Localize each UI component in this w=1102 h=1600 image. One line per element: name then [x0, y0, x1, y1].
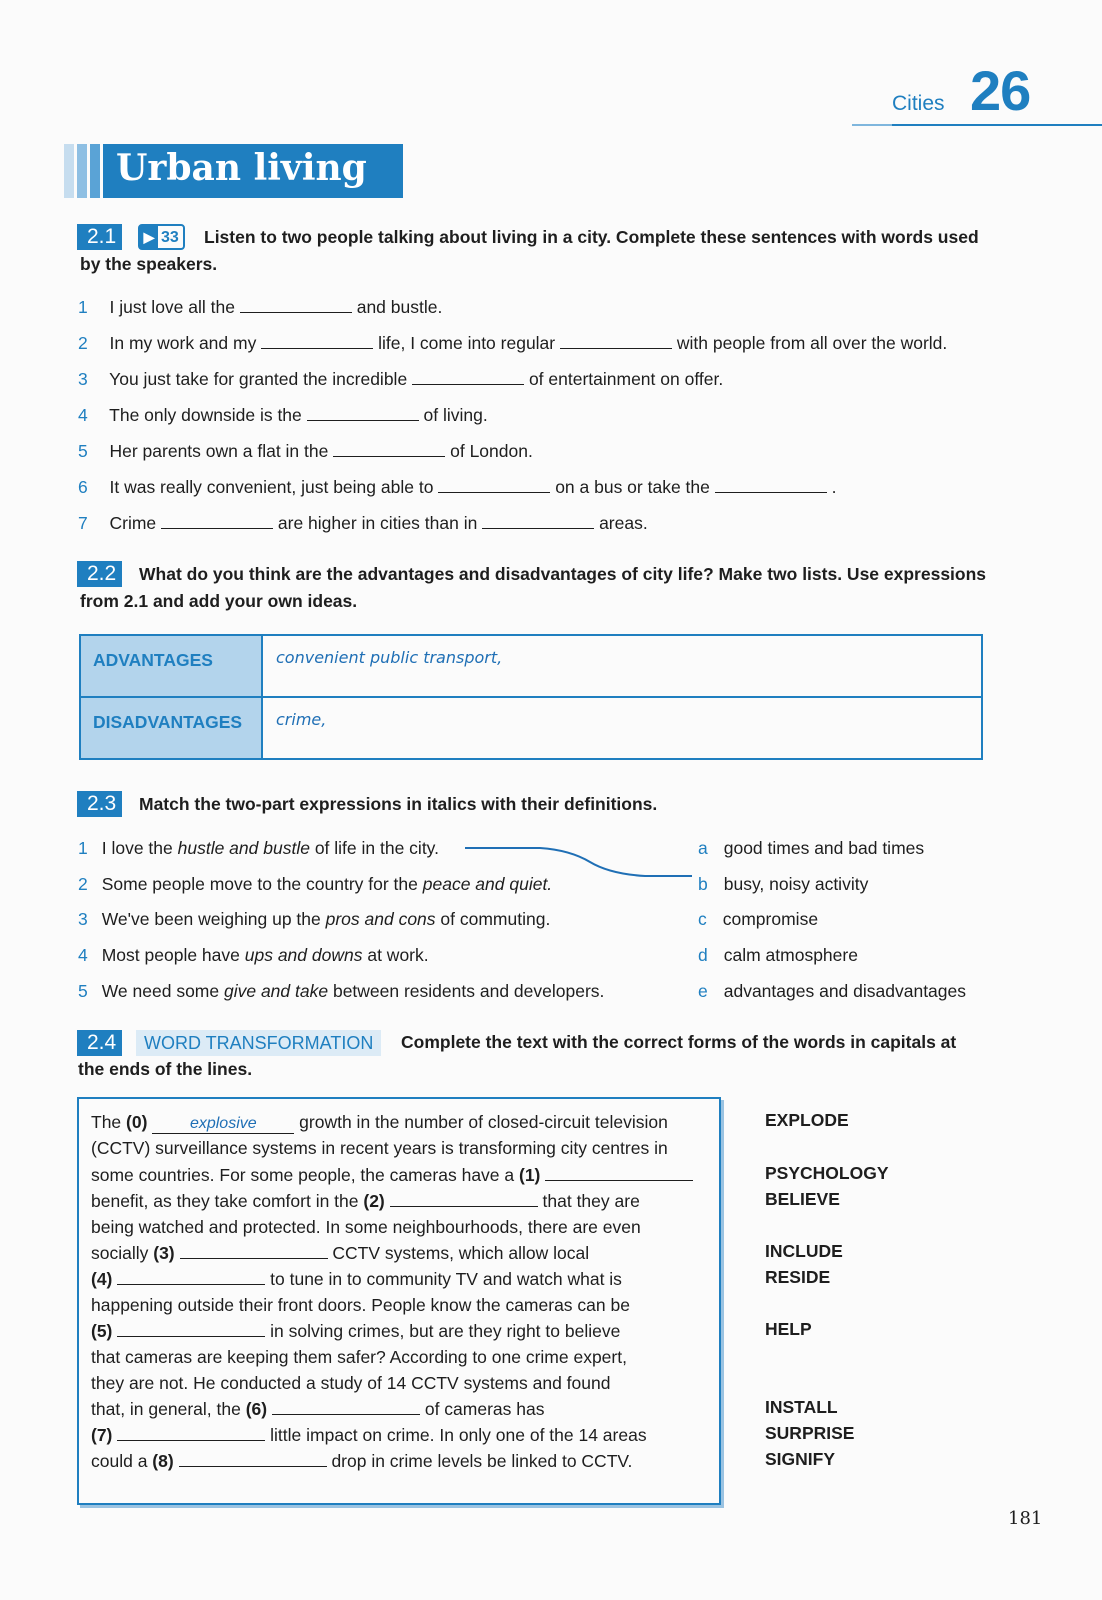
exercise-number: 2.2: [77, 561, 122, 587]
text-line: they are not. He conducted a study of 14 CCTV systems and found: [91, 1373, 611, 1393]
text-line: [91, 1165, 693, 1186]
item-text: Some people move to the country for the: [101, 874, 423, 894]
page-number: 181: [1008, 1508, 1043, 1529]
gap-number: (1): [519, 1165, 541, 1185]
text-line: happening outside their front doors. People know the cameras can be: [91, 1295, 630, 1315]
item-number: 3: [78, 369, 88, 389]
text-span: to tune in to community TV and watch what is: [270, 1269, 622, 1289]
item-text: of London.: [450, 441, 533, 461]
definition-text: calm atmosphere: [723, 945, 858, 965]
item-text: are higher in cities than in: [277, 513, 478, 533]
answer-blank[interactable]: [161, 514, 273, 529]
capital-word: EXPLODE: [765, 1110, 849, 1130]
text-span: of cameras has: [424, 1399, 545, 1419]
example-answer: explosive: [189, 1115, 257, 1132]
text-span: that, in general, the: [91, 1399, 246, 1419]
item-text: In my work and my: [109, 333, 257, 353]
answer-blank[interactable]: [117, 1270, 265, 1285]
item-text: at work.: [362, 945, 429, 965]
row-label-advantages: ADVANTAGES: [81, 636, 263, 696]
item-number: 2: [78, 333, 88, 353]
definition-item: [698, 981, 966, 1002]
text-line: being watched and protected. In some neighbourhoods, there are even: [91, 1217, 641, 1237]
title-stripe: [64, 144, 74, 198]
text-line: [91, 1425, 647, 1446]
answer-blank[interactable]: [152, 1112, 294, 1134]
text-box: [77, 1097, 721, 1505]
item-text: and bustle.: [356, 297, 443, 317]
definition-letter: a: [698, 838, 708, 858]
answer-blank[interactable]: [307, 406, 419, 421]
item-text: I just love all the: [109, 297, 235, 317]
gap-number: (5): [91, 1321, 113, 1341]
text-span: growth in the number of closed-circuit television: [299, 1112, 668, 1132]
item-number: 7: [78, 513, 88, 533]
item-text: We need some: [101, 981, 224, 1001]
text-line: [91, 1243, 589, 1264]
instruction: Listen to two people talking about living in a city. Complete these sentences with words used: [204, 227, 979, 247]
definition-letter: c: [698, 909, 707, 929]
instruction: from 2.1 and add your own ideas.: [80, 591, 358, 611]
item-number: 2: [78, 874, 88, 894]
text-span: little impact on crime. In only one of the 14 areas: [270, 1425, 647, 1445]
gap-number: (7): [91, 1425, 113, 1445]
row-label-disadvantages: DISADVANTAGES: [81, 698, 263, 758]
definition-item: [698, 838, 924, 859]
exercise-number: 2.3: [77, 791, 122, 817]
text-span: drop in crime levels be linked to CCTV.: [331, 1451, 633, 1471]
title-stripe: [77, 144, 87, 198]
item-number: 4: [78, 945, 88, 965]
item-text: of living.: [423, 405, 488, 425]
task-type-label: WORD TRANSFORMATION: [136, 1030, 381, 1056]
answer-blank[interactable]: [333, 442, 445, 457]
item-text: I love the: [101, 838, 178, 858]
list-item: [78, 405, 488, 426]
item-number: 1: [78, 838, 88, 858]
answer-blank[interactable]: [117, 1322, 265, 1337]
answer-blank[interactable]: [117, 1426, 265, 1441]
text-span: that they are: [542, 1191, 640, 1211]
capital-word: SURPRISE: [765, 1423, 855, 1443]
instruction: by the speakers.: [80, 254, 218, 274]
answer-blank[interactable]: [390, 1192, 538, 1207]
text-line: [91, 1112, 668, 1134]
item-number: 3: [78, 909, 88, 929]
item-number: 4: [78, 405, 88, 425]
capital-word: SIGNIFY: [765, 1449, 836, 1469]
item-text: of commuting.: [435, 909, 551, 929]
capital-word: HELP: [765, 1319, 812, 1339]
exercise-number: 2.4: [77, 1030, 122, 1056]
audio-track-button[interactable]: [138, 224, 185, 250]
definition-text: compromise: [722, 909, 819, 929]
list-item: [78, 945, 429, 966]
definition-item: [698, 945, 858, 966]
answer-blank[interactable]: [560, 334, 672, 349]
text-span: The: [91, 1112, 127, 1132]
gap-number: (4): [91, 1269, 113, 1289]
gap-number: (8): [152, 1451, 174, 1471]
definition-text: advantages and disadvantages: [723, 981, 967, 1001]
gap-number: (2): [363, 1191, 385, 1211]
answer-advantages[interactable]: convenient public transport,: [276, 648, 503, 667]
item-number: 5: [78, 981, 88, 1001]
matching-line: [460, 840, 700, 890]
item-number: 6: [78, 477, 88, 497]
capital-word: RESIDE: [765, 1267, 831, 1287]
item-text: on a bus or take the: [555, 477, 710, 497]
header-rule-accent: [852, 124, 892, 126]
answer-blank[interactable]: [715, 478, 827, 493]
item-number: 5: [78, 441, 88, 461]
answer-blank[interactable]: [240, 298, 352, 313]
item-text: with people from all over the world.: [676, 333, 948, 353]
item-text: The only downside is the: [109, 405, 302, 425]
page-title: Urban living: [116, 147, 367, 189]
item-text: We've been weighing up the: [101, 909, 326, 929]
list-item: [78, 333, 947, 354]
exercise-number: 2.1: [77, 224, 122, 250]
item-number: 1: [78, 297, 88, 317]
answer-blank[interactable]: [272, 1400, 420, 1415]
item-text: of entertainment on offer.: [528, 369, 724, 389]
capital-word: INSTALL: [765, 1397, 838, 1417]
answer-blank[interactable]: [179, 1452, 327, 1467]
expression: pros and cons: [325, 909, 436, 929]
list-item: [78, 369, 723, 390]
item-text: You just take for granted the incredible: [109, 369, 408, 389]
gap-number: (6): [245, 1399, 268, 1419]
item-text: between residents and developers.: [328, 981, 605, 1001]
item-text: Most people have: [101, 945, 245, 965]
text-line: [91, 1269, 622, 1290]
definition-letter: b: [698, 874, 708, 894]
item-text: areas.: [599, 513, 648, 533]
gap-number: (0): [126, 1112, 148, 1132]
text-line: [91, 1399, 544, 1420]
definition-item: [698, 909, 818, 930]
section-title: Cities: [892, 92, 945, 115]
text-line: [91, 1321, 620, 1342]
list-item: [78, 981, 604, 1002]
play-icon: ▶: [140, 226, 158, 248]
item-text: Crime: [109, 513, 157, 533]
capital-word: INCLUDE: [765, 1241, 843, 1261]
text-line: [91, 1191, 640, 1212]
list-item: [78, 441, 533, 462]
answer-blank[interactable]: [412, 370, 524, 385]
text-span: CCTV systems, which allow local: [332, 1243, 590, 1263]
item-text: Her parents own a flat in the: [109, 441, 329, 461]
instruction: Complete the text with the correct forms of the words in capitals at: [401, 1032, 957, 1052]
answer-blank[interactable]: [482, 514, 594, 529]
expression: hustle and bustle: [177, 838, 310, 858]
list-item: [78, 909, 550, 930]
unit-number: 26: [970, 59, 1031, 122]
list-item: [78, 513, 648, 534]
text-span: could a: [91, 1451, 153, 1471]
list-item: [78, 297, 442, 318]
definition-text: good times and bad times: [723, 838, 925, 858]
expression: ups and downs: [244, 945, 363, 965]
instruction: What do you think are the advantages and disadvantages of city life? Make two lists. Use expressions: [139, 564, 987, 584]
expression: give and take: [223, 981, 329, 1001]
definition-item: [698, 874, 868, 895]
answer-blank[interactable]: [261, 334, 373, 349]
definition-letter: e: [698, 981, 708, 1001]
answer-blank[interactable]: [438, 478, 550, 493]
title-stripe: [90, 144, 100, 198]
capital-word: PSYCHOLOGY: [765, 1163, 889, 1183]
text-line: [91, 1451, 632, 1472]
audio-track-number: 33: [161, 229, 179, 246]
advantages-table: [79, 634, 983, 760]
text-span: benefit, as they take comfort in the: [91, 1191, 364, 1211]
gap-number: (3): [153, 1243, 175, 1263]
answer-blank[interactable]: [545, 1166, 693, 1181]
definition-letter: d: [698, 945, 708, 965]
capital-word: BELIEVE: [765, 1189, 840, 1209]
item-text: .: [831, 477, 837, 497]
item-text: life, I come into regular: [378, 333, 556, 353]
instruction: Match the two-part expressions in italics with their definitions.: [139, 794, 658, 814]
definition-text: busy, noisy activity: [723, 874, 869, 894]
list-item: [78, 838, 439, 859]
text-span: socially: [91, 1243, 154, 1263]
item-text: It was really convenient, just being able to: [109, 477, 434, 497]
text-line: that cameras are keeping them safer? According to one crime expert,: [91, 1347, 627, 1367]
item-text: of life in the city.: [309, 838, 439, 858]
list-item: [78, 477, 837, 498]
expression: peace and quiet.: [422, 874, 553, 894]
answer-blank[interactable]: [180, 1244, 328, 1259]
text-span: in solving crimes, but are they right to believe: [270, 1321, 621, 1341]
text-line: (CCTV) surveillance systems in recent years is transforming city centres in: [91, 1138, 668, 1158]
answer-disadvantages[interactable]: crime,: [276, 710, 327, 729]
instruction: the ends of the lines.: [78, 1059, 253, 1079]
text-span: some countries. For some people, the cameras have a: [91, 1165, 519, 1185]
